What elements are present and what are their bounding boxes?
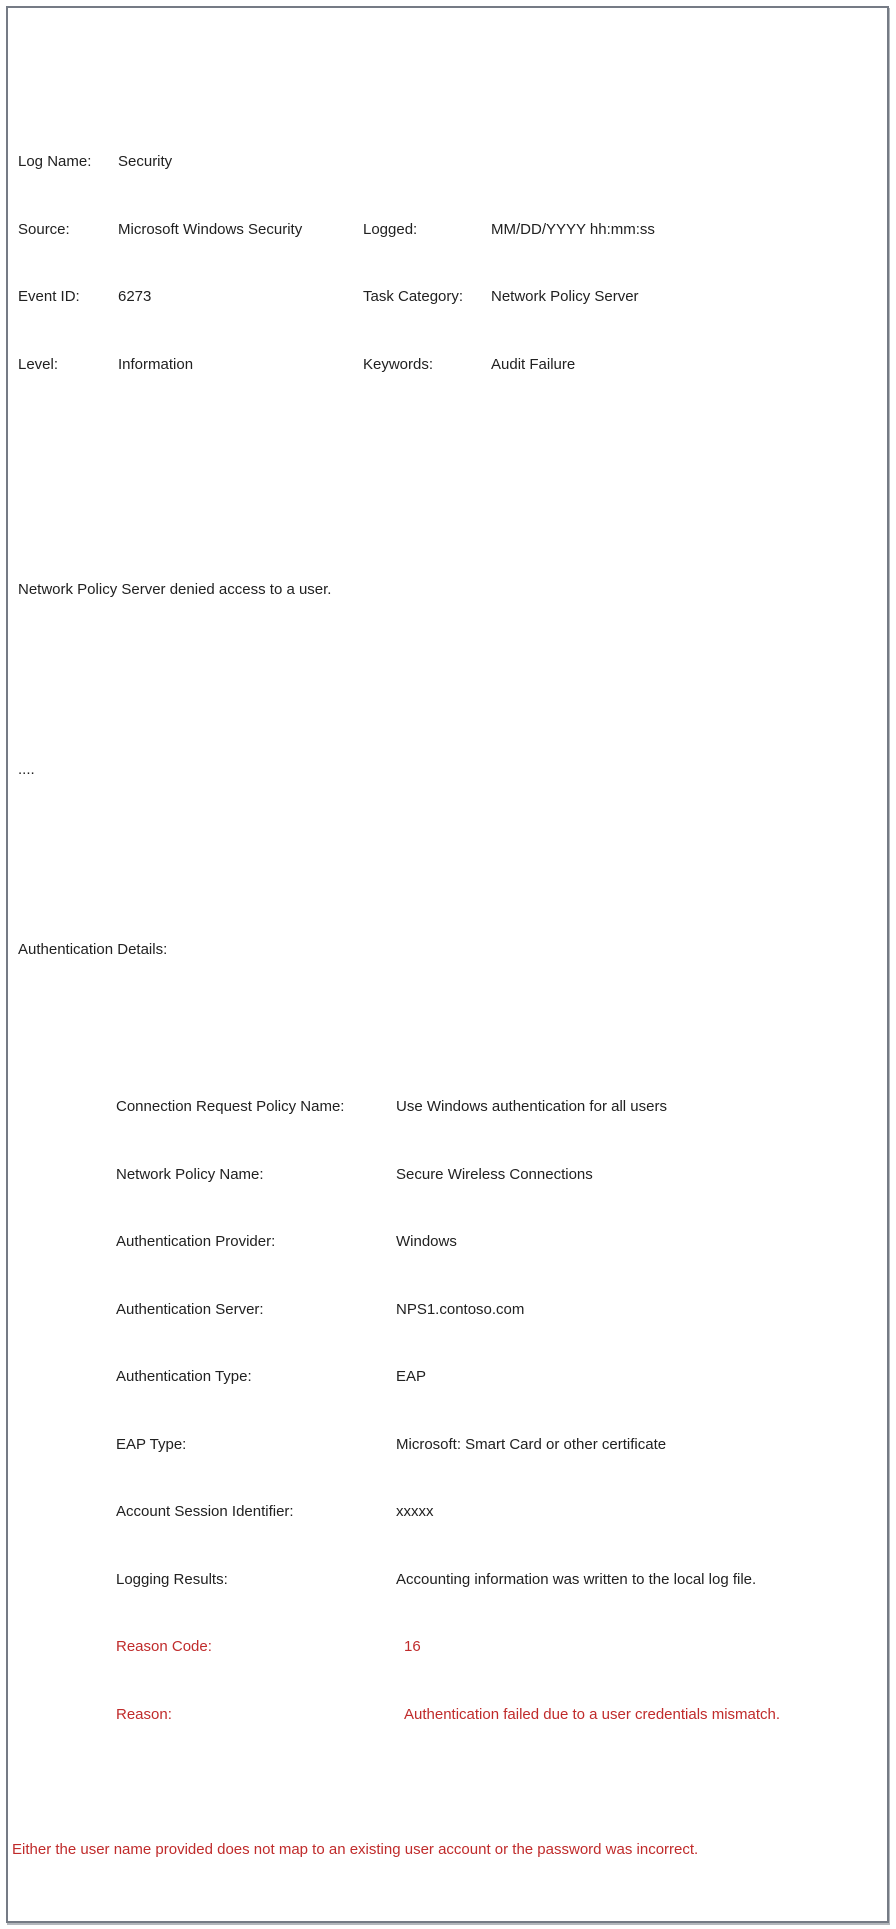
detail-row-authentication-type — [18, 1366, 877, 1389]
field-value: 16 — [404, 1638, 421, 1655]
field-value: Use Windows authentication for all users — [396, 1098, 667, 1115]
field-value: EAP — [396, 1368, 427, 1385]
detail-row-connection-request-policy-name — [18, 1096, 877, 1119]
detail-row-reason — [18, 1704, 877, 1727]
log-name-label: Log Name: — [18, 153, 92, 170]
keywords-value: Audit Failure — [491, 355, 576, 373]
detail-row-reason-code — [18, 1636, 877, 1659]
field-value: xxxxx — [396, 1503, 434, 1520]
field-label: Logging Results: — [116, 1570, 228, 1588]
field-label: Account Session Identifier: — [116, 1503, 294, 1520]
field-value: NPS1.contoso.com — [396, 1300, 525, 1318]
logged-value: MM/DD/YYYY hh:mm:ss — [491, 220, 655, 238]
event-header — [18, 106, 877, 421]
field-value: Authentication failed due to a user credentials mismatch. — [404, 1705, 781, 1723]
field-label: Reason: — [116, 1705, 172, 1723]
task-category-value: Network Policy Server — [491, 288, 639, 305]
event-description: Network Policy Server denied access to a user. — [18, 580, 332, 598]
header-row-log-name — [18, 151, 877, 174]
header-row-event-id — [18, 286, 877, 309]
detail-row-eap-type — [18, 1434, 877, 1457]
detail-row-authentication-server — [18, 1299, 877, 1322]
level-label: Level: — [18, 355, 59, 373]
field-value: Windows — [396, 1233, 457, 1250]
authentication-details-list — [18, 1051, 877, 1771]
event-log-content — [8, 8, 887, 1929]
event-id-label: Event ID: — [18, 288, 80, 305]
header-row-level — [18, 354, 877, 377]
event-id-value: 6273 — [118, 288, 152, 305]
event-log-panel — [6, 6, 889, 1923]
field-label: Network Policy Name: — [116, 1165, 264, 1183]
field-label: Authentication Server: — [116, 1300, 264, 1318]
detail-row-network-policy-name — [18, 1164, 877, 1187]
header-row-source — [18, 219, 877, 242]
field-value: Accounting information was written to the local log file. — [396, 1570, 757, 1588]
source-value: Microsoft Windows Security — [118, 220, 303, 238]
header-spacer — [491, 151, 877, 174]
detail-row-authentication-provider — [18, 1231, 877, 1254]
ellipsis-line: .... — [18, 760, 35, 778]
log-name-value: Security — [118, 153, 173, 170]
keywords-label: Keywords: — [363, 355, 434, 373]
field-label: EAP Type: — [116, 1435, 187, 1453]
level-value: Information — [118, 355, 194, 373]
failure-explanation-text: Either the user name provided does not map to an existing user account or the password was incorrect. — [12, 1840, 699, 1858]
field-value: Microsoft: Smart Card or other certificate — [396, 1435, 667, 1453]
header-spacer — [363, 151, 491, 174]
field-label: Authentication Provider: — [116, 1233, 276, 1250]
field-label: Authentication Type: — [116, 1368, 252, 1385]
spacer — [18, 669, 877, 692]
task-category-label: Task Category: — [363, 288, 464, 305]
field-value: Secure Wireless Connections — [396, 1165, 593, 1183]
detail-row-logging-results — [18, 1569, 877, 1592]
logged-label: Logged: — [363, 220, 418, 238]
spacer — [18, 489, 877, 512]
detail-row-account-session-identifier — [18, 1501, 877, 1524]
source-label: Source: — [18, 220, 70, 238]
field-label: Connection Request Policy Name: — [116, 1098, 345, 1115]
authentication-details-title: Authentication Details: — [18, 940, 168, 958]
field-label: Reason Code: — [116, 1638, 212, 1655]
spacer — [18, 849, 877, 872]
